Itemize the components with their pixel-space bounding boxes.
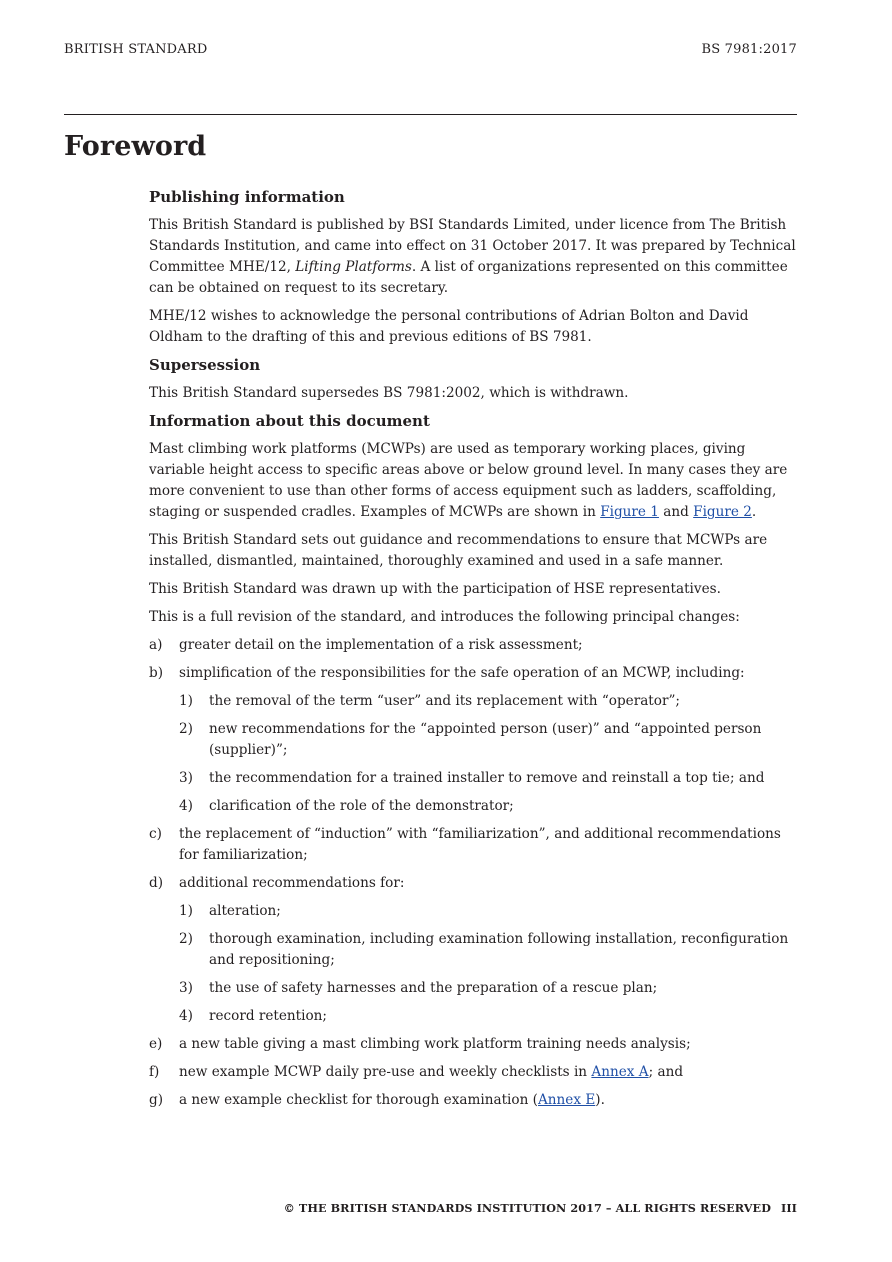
list-marker: 3) xyxy=(179,980,193,996)
text-run: Mast climbing work platforms (MCWPs) are used as temporary working places, giving variable height access to specific areas above or below ground level. In many cases they are more convenient to use than other forms of access equipment such as ladders, scaffolding, staging or suspended cradles. Examples of MCWPs are shown in xyxy=(149,441,788,520)
heading-publishing-information: Publishing information xyxy=(149,188,345,206)
text-run: . xyxy=(751,504,757,520)
paragraph-info-3: This British Standard was drawn up with the participation of HSE representatives. xyxy=(149,581,721,597)
list-item-c xyxy=(149,824,799,866)
document-body xyxy=(149,187,799,1118)
changes-list xyxy=(149,635,799,1111)
page-title: Foreword xyxy=(64,131,207,162)
list-marker: 1) xyxy=(179,693,193,709)
list-marker: 4) xyxy=(179,1008,193,1024)
sublist-item xyxy=(179,796,799,817)
list-item-text: simplification of the responsibilities for the safe operation of an MCWP, including: xyxy=(179,665,745,681)
text-run: new example MCWP daily pre-use and weekly checklists in xyxy=(179,1064,592,1080)
text-run: ; and xyxy=(648,1064,684,1080)
list-item-text: alteration; xyxy=(209,903,281,919)
sublist-item xyxy=(179,929,799,971)
text-run: and xyxy=(658,504,694,520)
heading-supersession: Supersession xyxy=(149,356,261,374)
list-item-b xyxy=(149,663,799,817)
list-marker: 4) xyxy=(179,798,193,814)
page-number: III xyxy=(781,1201,797,1215)
link-annex-a[interactable]: Annex A xyxy=(591,1064,649,1080)
paragraph-publishing-2: MHE/12 wishes to acknowledge the personal contributions of Adrian Bolton and David Oldham to the drafting of this and previous editions of BS 7981. xyxy=(149,308,749,345)
list-item-text: the replacement of “induction” with “familiarization”, and additional recommendations for familiarization; xyxy=(179,826,781,863)
list-marker: f) xyxy=(149,1064,160,1080)
sublist-item xyxy=(179,691,799,712)
list-marker: 2) xyxy=(179,721,193,737)
paragraph-info-1 xyxy=(149,439,799,523)
list-marker: e) xyxy=(149,1036,163,1052)
list-item-text: the use of safety harnesses and the preparation of a rescue plan; xyxy=(209,980,658,996)
sublist-item xyxy=(179,1006,799,1027)
list-marker: 3) xyxy=(179,770,193,786)
sublist-b xyxy=(179,691,799,817)
running-header-right: BS 7981:2017 xyxy=(701,42,797,57)
header-rule xyxy=(64,114,797,115)
text-run: a new example checklist for thorough examination ( xyxy=(179,1092,538,1108)
list-item-text: clarification of the role of the demonstrator; xyxy=(209,798,514,814)
sublist-item xyxy=(179,719,799,761)
sublist-d xyxy=(179,901,799,1027)
link-figure-2[interactable]: Figure 2 xyxy=(693,504,752,520)
link-figure-1[interactable]: Figure 1 xyxy=(600,504,659,520)
list-item-text: the removal of the term “user” and its replacement with “operator”; xyxy=(209,693,680,709)
list-item-text xyxy=(179,1064,683,1080)
list-marker: a) xyxy=(149,637,163,653)
text-run: ). xyxy=(595,1092,605,1108)
sublist-item xyxy=(179,901,799,922)
list-item-text: greater detail on the implementation of a risk assessment; xyxy=(179,637,583,653)
committee-name-italic: Lifting Platforms xyxy=(295,259,412,275)
list-item-text: a new table giving a mast climbing work platform training needs analysis; xyxy=(179,1036,691,1052)
list-marker: g) xyxy=(149,1092,164,1108)
list-item-d xyxy=(149,873,799,1027)
list-item-f xyxy=(149,1062,799,1083)
heading-information-about-document: Information about this document xyxy=(149,412,430,430)
running-header-left: BRITISH STANDARD xyxy=(64,42,208,57)
paragraph-supersession: This British Standard supersedes BS 7981:2002, which is withdrawn. xyxy=(149,385,629,401)
list-item-text: new recommendations for the “appointed person (user)” and “appointed person (supplier)”; xyxy=(209,721,762,758)
list-item-e xyxy=(149,1034,799,1055)
list-item-text: additional recommendations for: xyxy=(179,875,405,891)
paragraph-publishing-1 xyxy=(149,215,799,299)
list-marker: c) xyxy=(149,826,162,842)
list-item-a xyxy=(149,635,799,656)
sublist-item xyxy=(179,978,799,999)
list-marker: b) xyxy=(149,665,164,681)
link-annex-e[interactable]: Annex E xyxy=(537,1092,596,1108)
list-item-text xyxy=(179,1092,605,1108)
list-item-text: record retention; xyxy=(209,1008,327,1024)
list-marker: 1) xyxy=(179,903,193,919)
paragraph-info-4: This is a full revision of the standard, and introduces the following principal changes: xyxy=(149,609,740,625)
list-item-g xyxy=(149,1090,799,1111)
list-marker: d) xyxy=(149,875,164,891)
list-item-text: the recommendation for a trained installer to remove and reinstall a top tie; and xyxy=(209,770,765,786)
text-run: This British Standard is published by BSI Standards Limited, under licence from The British Standards Institution, and came into effect on 31 October 2017. It was prepared by Technical Committee MHE/12, xyxy=(149,217,796,275)
list-marker: 2) xyxy=(179,931,193,947)
copyright-notice: © THE BRITISH STANDARDS INSTITUTION 2017 – ALL RIGHTS RESERVED xyxy=(283,1201,771,1215)
sublist-item xyxy=(179,768,799,789)
paragraph-info-2: This British Standard sets out guidance and recommendations to ensure that MCWPs are installed, dismantled, maintained, thoroughly examined and used in a safe manner. xyxy=(149,532,768,569)
page-footer xyxy=(284,1201,797,1215)
text-run: . A list of organizations represented on this committee can be obtained on request to its secretary. xyxy=(149,259,788,296)
list-item-text: thorough examination, including examination following installation, reconfiguration and repositioning; xyxy=(209,931,789,968)
